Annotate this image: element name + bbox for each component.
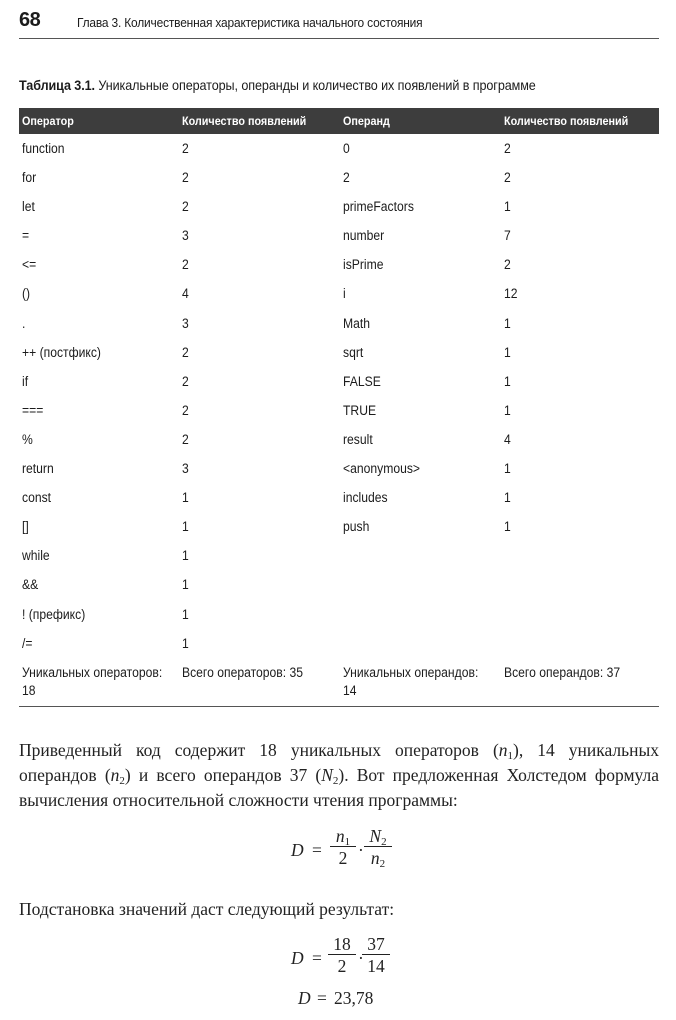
operand-count-cell: 1 xyxy=(504,490,511,506)
operator-count-cell: 3 xyxy=(182,228,189,244)
total-operands: Всего операндов: 37 xyxy=(504,665,621,680)
table-row xyxy=(19,251,659,280)
formula-equals: = xyxy=(312,948,322,968)
operand-cell: result xyxy=(343,431,373,447)
table-row xyxy=(19,601,659,630)
operand-cell: TRUE xyxy=(343,402,377,418)
formula-lhs: D xyxy=(298,988,311,1008)
operand-count-cell: 1 xyxy=(504,461,511,477)
fraction-18-over-2 xyxy=(328,934,356,977)
formula-equals: = xyxy=(312,840,322,860)
column-header-operand-count: Количество появлений xyxy=(504,114,629,128)
operator-cell: ! (префикс) xyxy=(22,606,86,622)
table-row xyxy=(19,193,659,222)
table-footer xyxy=(19,660,659,707)
fraction-n1-over-2 xyxy=(330,826,356,869)
numerator: 18 xyxy=(333,934,351,954)
formula-lhs: D xyxy=(291,948,304,968)
operand-count-cell: 1 xyxy=(504,519,511,535)
operator-cell: return xyxy=(22,461,54,477)
operand-count-cell: 2 xyxy=(504,257,511,273)
table-row xyxy=(19,542,659,571)
column-header-operand: Операнд xyxy=(343,114,390,128)
table-caption xyxy=(19,77,536,93)
table-row xyxy=(19,222,659,251)
multiply-dot: · xyxy=(358,840,364,860)
sub: 1 xyxy=(344,836,351,848)
operand-cell: primeFactors xyxy=(343,199,414,215)
operator-cell: <= xyxy=(22,257,37,273)
table-row xyxy=(19,164,659,193)
unique-operands-total: Уникальных операндов: 14 xyxy=(343,665,479,698)
operand-count-cell: 7 xyxy=(504,228,511,244)
column-header-operator-count: Количество появлений xyxy=(182,114,307,128)
operand-count-cell: 1 xyxy=(504,402,511,418)
operator-count-cell: 2 xyxy=(182,344,189,360)
operator-cell: while xyxy=(22,548,50,564)
var-N2: N xyxy=(321,765,333,785)
operator-count-cell: 3 xyxy=(182,315,189,331)
sub: 2 xyxy=(381,836,387,848)
table-row xyxy=(19,339,659,368)
table-row xyxy=(19,368,659,397)
paragraph-intro xyxy=(19,738,659,813)
var-n: n xyxy=(370,848,380,868)
operand-count-cell: 1 xyxy=(504,315,511,331)
operator-cell: if xyxy=(22,373,29,389)
paragraph-substitution: Подстановка значений даст следующий результат: xyxy=(19,899,395,919)
operator-cell: for xyxy=(22,170,37,186)
result-value: 23,78 xyxy=(334,988,374,1008)
multiply-dot: · xyxy=(358,948,364,968)
operator-count-cell: 1 xyxy=(182,519,189,535)
operator-cell: ++ (постфикс) xyxy=(22,344,101,360)
operand-cell: i xyxy=(343,286,346,302)
operand-cell: includes xyxy=(343,490,388,506)
table-row xyxy=(19,426,659,455)
operator-cell: /= xyxy=(22,635,33,651)
operator-cell: function xyxy=(22,141,65,156)
operand-cell: number xyxy=(343,228,385,244)
table-row xyxy=(19,455,659,484)
operator-count-cell: 3 xyxy=(182,461,189,477)
fraction-N2-over-n2 xyxy=(364,826,392,869)
table-row xyxy=(19,310,659,339)
operand-cell: FALSE xyxy=(343,373,381,389)
table-caption-text: Уникальные операторы, операнды и количество их появлений в программе xyxy=(94,77,536,93)
operator-count-cell: 2 xyxy=(182,373,189,389)
operand-count-cell: 1 xyxy=(504,373,511,389)
table-row xyxy=(19,135,659,164)
table-row xyxy=(19,513,659,542)
page-number: 68 xyxy=(19,9,41,31)
operator-count-cell: 2 xyxy=(182,170,189,186)
sub-1: 1 xyxy=(507,750,514,762)
column-header-operator: Оператор xyxy=(22,114,74,128)
var-N: N xyxy=(369,826,382,846)
operand-cell: sqrt xyxy=(343,344,364,360)
operator-count-cell: 2 xyxy=(182,257,189,273)
fraction-37-over-14 xyxy=(362,934,390,977)
sub-2: 2 xyxy=(119,775,125,787)
operator-cell: let xyxy=(22,199,35,215)
operand-count-cell: 4 xyxy=(504,431,511,447)
text-run: ). Вот предложенная Холстедом формула вычисления относительной сложности чтения программы: xyxy=(19,765,659,810)
table-row xyxy=(19,630,659,659)
running-title: Глава 3. Количественная характеристика начального состояния xyxy=(77,15,423,30)
operator-count-cell: 2 xyxy=(182,431,189,447)
operator-cell: [] xyxy=(22,519,29,535)
table-row xyxy=(19,397,659,426)
operator-cell: . xyxy=(22,315,26,331)
formula-equals: = xyxy=(317,988,327,1008)
operator-count-cell: 1 xyxy=(182,606,189,622)
operand-cell: isPrime xyxy=(343,257,384,273)
denominator: 2 xyxy=(328,954,356,977)
unique-operators-total: Уникальных операторов: 18 xyxy=(22,665,163,698)
operator-count-cell: 1 xyxy=(182,548,189,564)
table-row xyxy=(19,484,659,513)
operator-cell: % xyxy=(22,431,33,447)
page-header xyxy=(19,6,659,39)
table-row xyxy=(19,280,659,309)
operator-cell: && xyxy=(22,577,39,593)
var-n2: n xyxy=(110,765,120,785)
operator-count-cell: 2 xyxy=(182,402,189,418)
operand-count-cell: 2 xyxy=(504,141,511,156)
table-row xyxy=(19,571,659,600)
operator-cell: = xyxy=(22,228,30,244)
table-header xyxy=(19,108,659,134)
operand-cell: <anonymous> xyxy=(343,461,421,477)
var-n1: n xyxy=(498,740,508,760)
operator-count-cell: 1 xyxy=(182,635,189,651)
total-operators: Всего операторов: 35 xyxy=(182,665,304,680)
operator-count-cell: 1 xyxy=(182,490,189,506)
formula-lhs: D xyxy=(291,840,304,860)
operand-count-cell: 2 xyxy=(504,170,511,186)
denominator: 2 xyxy=(330,846,356,869)
numerator: 37 xyxy=(367,934,385,954)
denominator: 14 xyxy=(362,954,390,977)
operand-cell: push xyxy=(343,519,370,535)
operator-cell: === xyxy=(22,402,44,418)
operand-count-cell: 1 xyxy=(504,199,511,215)
operand-cell: 2 xyxy=(343,170,350,186)
table-body xyxy=(19,135,659,659)
text-run: Приведенный код содержит 18 уникальных операторов ( xyxy=(19,740,499,760)
text-run: ) и всего операндов 37 ( xyxy=(124,765,322,785)
sub: 2 xyxy=(379,858,386,870)
operator-count-cell: 2 xyxy=(182,141,189,156)
operator-count-cell: 1 xyxy=(182,577,189,593)
operand-count-cell: 1 xyxy=(504,344,511,360)
var-n: n xyxy=(335,826,345,846)
operand-cell: Math xyxy=(343,315,371,331)
operator-cell: () xyxy=(22,286,31,302)
operator-cell: const xyxy=(22,490,52,506)
operand-count-cell: 12 xyxy=(504,286,518,302)
table-caption-number: Таблица 3.1. xyxy=(19,77,95,93)
operator-count-cell: 4 xyxy=(182,286,189,302)
sub-2: 2 xyxy=(332,775,339,787)
operand-cell: 0 xyxy=(343,141,350,156)
text-run: ), 14 уникальных операндов ( xyxy=(19,740,659,785)
operator-count-cell: 2 xyxy=(182,199,189,215)
